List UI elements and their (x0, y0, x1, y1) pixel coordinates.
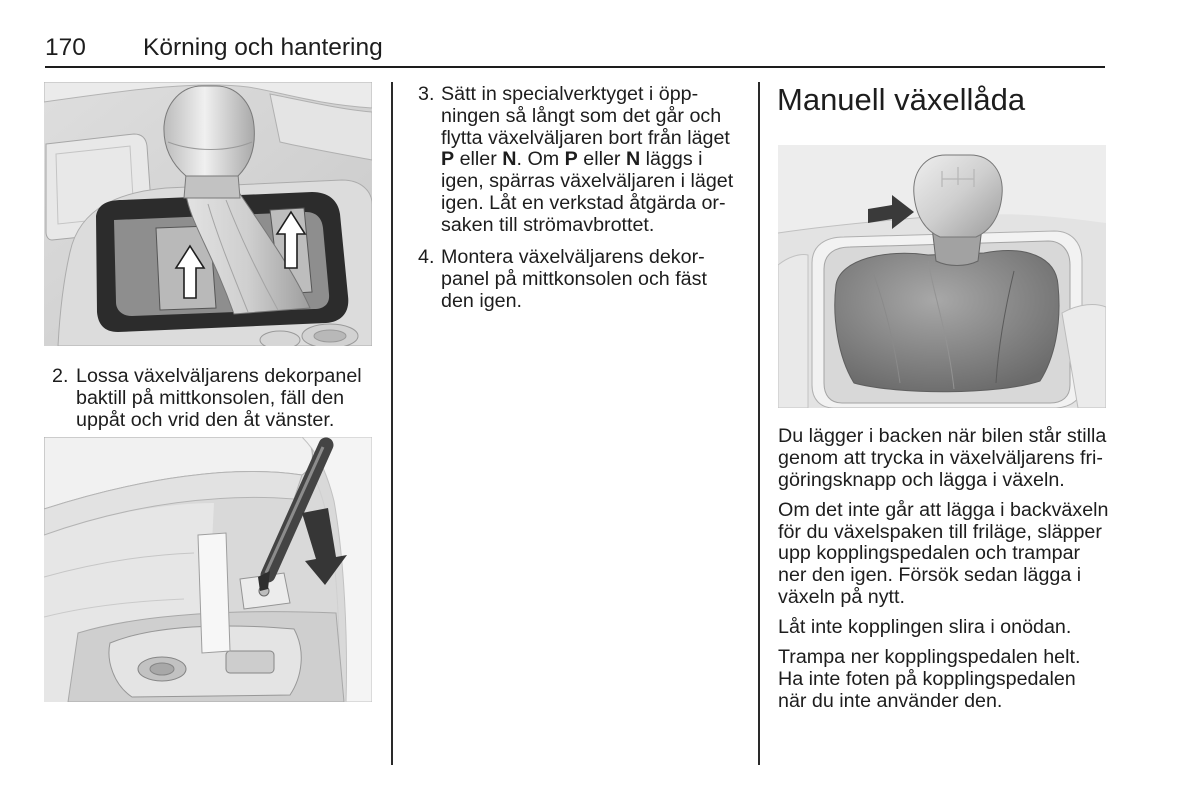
paragraph-line: för du växelspaken till friläge, släpper (778, 520, 1102, 543)
step-3-text: läggs i (640, 148, 703, 171)
step-4-line: Montera växelväljarens dekor- (441, 246, 705, 268)
step-3-line: igen. Låt en verkstad åtgärda or- (441, 191, 726, 214)
step-2-line: uppåt och vrid den åt vänster. (76, 408, 335, 431)
step-4-line: panel på mittkonsolen och fäst (441, 267, 707, 290)
page-number: 170 (45, 34, 86, 61)
gear-position-n: N (502, 148, 517, 171)
section-title: Körning och hantering (143, 34, 383, 61)
step-3-text: eller (577, 148, 626, 171)
step-4 (418, 247, 707, 312)
step-3-line: flytta växelväljaren bort från läget (441, 126, 730, 149)
shift-lock-release-tool-illustration (44, 437, 372, 702)
step-2-line: Lossa växelväljarens dekorpanel (76, 365, 362, 387)
selector-stalk (198, 533, 230, 653)
knob-stem (184, 174, 240, 198)
paragraph (778, 500, 1109, 609)
figure-release-tool (44, 437, 372, 702)
section-heading: Manuell växellåda (777, 82, 1026, 117)
step-3 (418, 84, 733, 237)
step-3-line: saken till strömavbrottet. (441, 213, 655, 236)
paragraph (778, 647, 1109, 712)
paragraph-line: Om det inte går att lägga i backväxeln (778, 498, 1109, 521)
paragraph-line: Låt inte kopplingen slira i onödan. (778, 616, 1072, 639)
step-3-line: Sätt in specialverktyget i öpp- (441, 83, 699, 105)
step-3-line (441, 149, 733, 171)
column-divider-right (758, 82, 760, 765)
paragraph-line: Ha inte foten på kopplingspedalen (778, 668, 1076, 691)
manual-gear-lever-illustration (778, 145, 1106, 408)
paragraph-line: Du lägger i backen när bilen står stilla (778, 425, 1107, 447)
step-number: 3. (418, 83, 435, 105)
figure-manual-gear-lever (778, 145, 1106, 408)
header-rule (45, 66, 1105, 68)
paragraph-line: upp kopplingspedalen och trampar (778, 542, 1081, 565)
paragraph-line: ner den igen. Försök sedan lägga i (778, 564, 1082, 587)
step-4-line: den igen. (441, 289, 523, 312)
paragraph-line: genom att trycka in växelväljarens fri- (778, 446, 1103, 469)
paragraph-line: Trampa ner kopplingspedalen helt. (778, 646, 1081, 669)
column-divider-left (391, 82, 393, 765)
figure-gear-selector (44, 82, 372, 346)
gear-position-n: N (625, 148, 641, 171)
paragraph-line: göringsknapp och lägga i växeln. (778, 468, 1065, 491)
step-3-line: ningen så långt som det går och (441, 104, 722, 127)
gear-position-p: P (564, 148, 578, 171)
body-text (778, 426, 1109, 721)
gear-position-p: P (441, 148, 455, 171)
paragraph-line: växeln på nytt. (778, 585, 905, 608)
step-number: 2. (52, 365, 69, 387)
step-2-line: baktill på mittkonsolen, fäll den (76, 386, 345, 409)
automatic-gear-selector-illustration (44, 82, 372, 346)
paragraph (778, 617, 1109, 639)
step-3-text: eller (454, 148, 503, 171)
gear-knob (164, 86, 254, 176)
step-3-line: igen, spärras växelväljaren i läget (441, 170, 734, 193)
step-3-text: . Om (516, 148, 565, 171)
step-number: 4. (418, 246, 435, 268)
step-2 (52, 366, 362, 431)
paragraph (778, 426, 1109, 491)
gear-boot (835, 251, 1059, 392)
paragraph-line: när du inte använder den. (778, 689, 1003, 712)
